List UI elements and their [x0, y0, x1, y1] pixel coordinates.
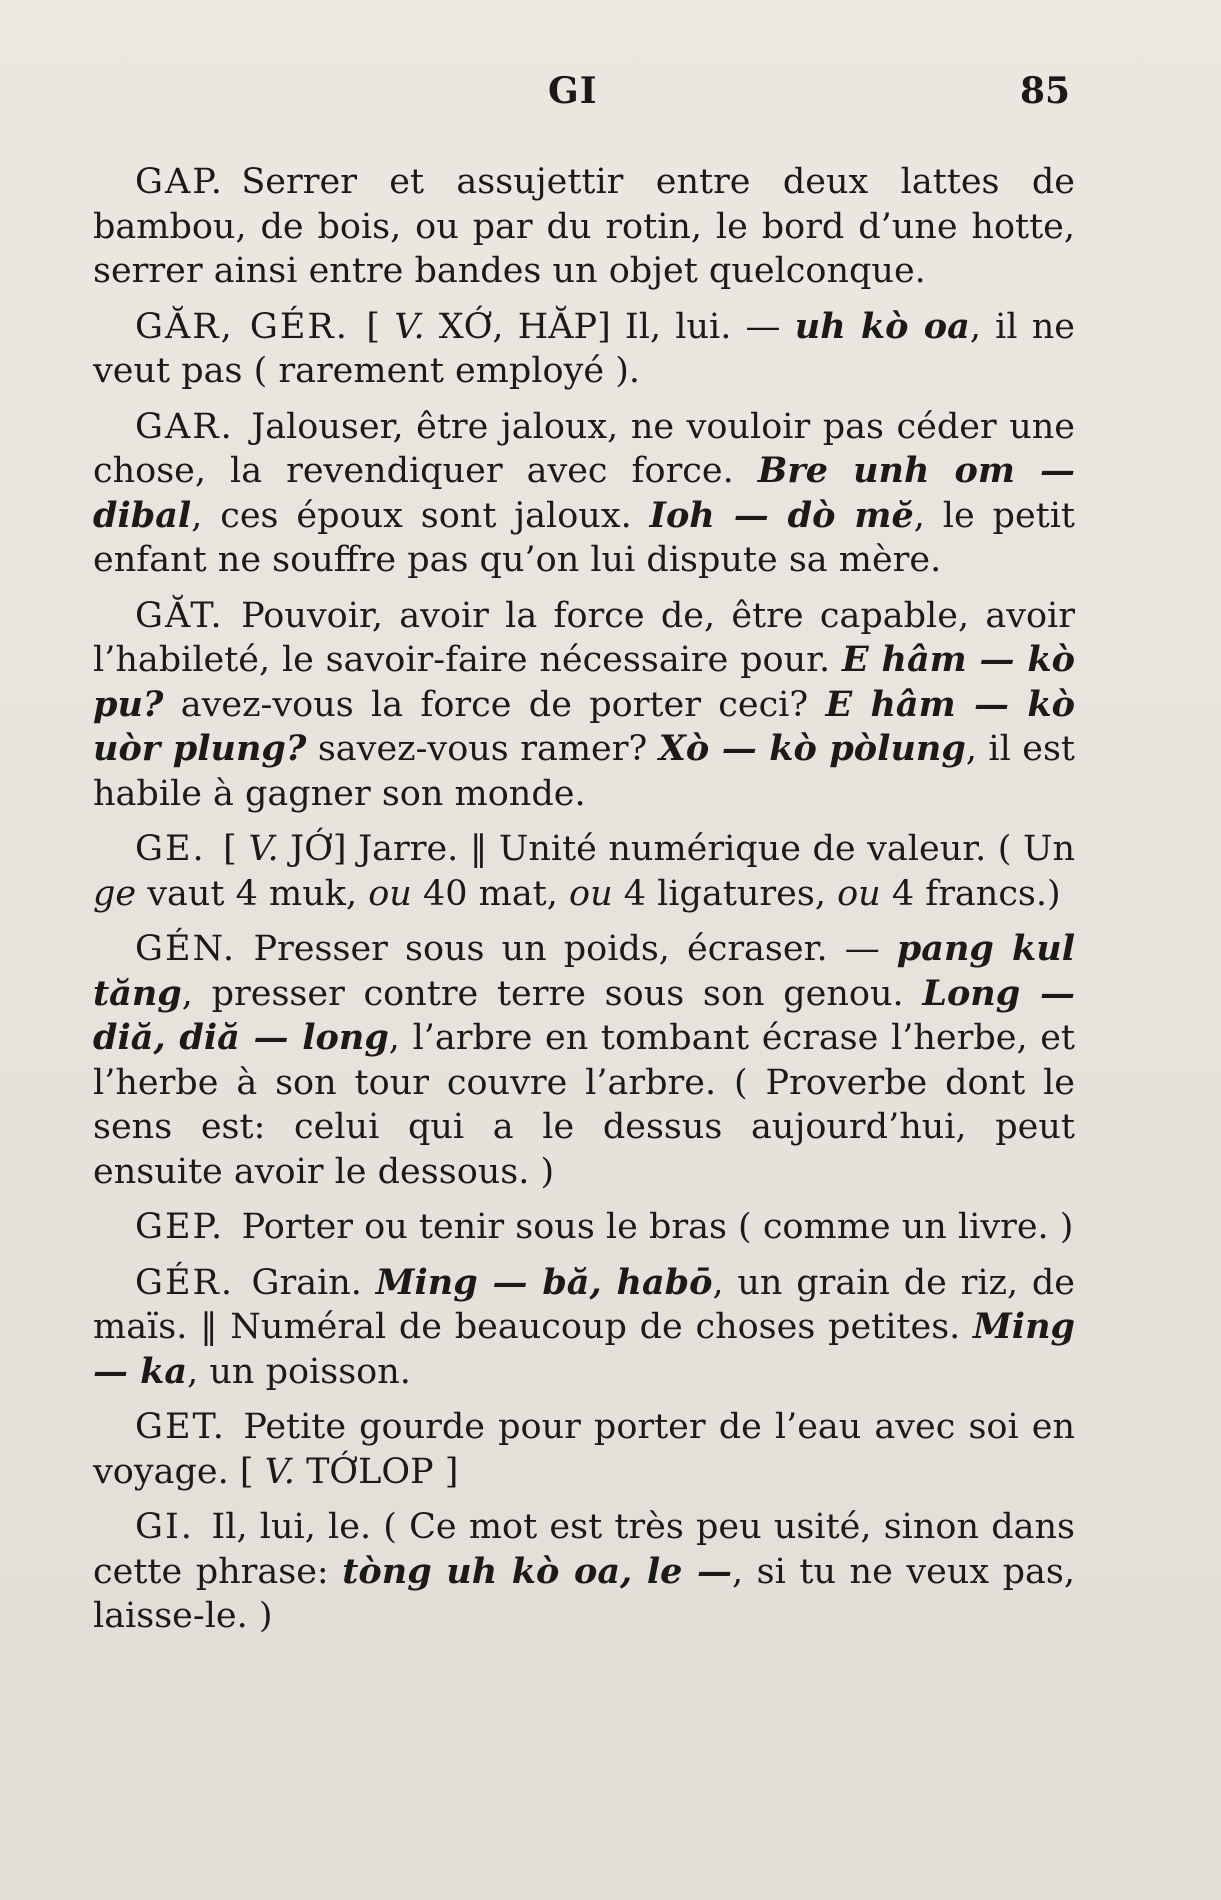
- example-phrase: E hâm — kò uòr plung?: [93, 683, 1075, 769]
- definition-text: [: [366, 306, 395, 347]
- definition-text: XỚ, HĂP] Il, lui. —: [424, 306, 795, 347]
- cross-reference-text: V.: [394, 306, 425, 347]
- dictionary-entry: [93, 160, 1075, 294]
- definition-text: savez-vous ramer?: [306, 729, 659, 769]
- definition-text: 40 mat,: [411, 873, 570, 914]
- dictionary-entry: [93, 405, 1075, 583]
- entry-headword: GET.: [135, 1407, 226, 1447]
- example-phrase: pang kul tăng: [93, 928, 1076, 1014]
- definition-text: , si tu ne veux pas, laisse-le. ): [93, 1551, 1075, 1636]
- running-head: [0, 70, 1221, 120]
- definition-text: TỚLOP ]: [294, 1451, 459, 1492]
- definition-text: , un grain de riz, de maïs. ‖ Numéral de beaucoup de choses petites.: [93, 1262, 1075, 1347]
- entry-headword: GEP.: [135, 1207, 225, 1247]
- example-phrase: Xò — kò pòlung: [658, 728, 966, 769]
- definition-text: avez-vous la force de porter ceci?: [163, 684, 826, 725]
- dictionary-entry: [93, 594, 1075, 817]
- example-phrase: Bre unh om — dibal: [93, 450, 1075, 536]
- definition-text: [: [223, 829, 249, 869]
- definition-text: , il est habile à gagner son monde.: [93, 729, 1075, 814]
- cross-reference-text: ou: [368, 873, 412, 914]
- entry-headword: GE.: [135, 829, 206, 869]
- entry-headword: GAP.: [135, 162, 224, 202]
- definition-text: Grain.: [251, 1262, 376, 1303]
- example-phrase: Long — diă, diă — long: [93, 972, 1075, 1058]
- definition-text: Porter ou tenir sous le bras ( comme un livre. ): [241, 1207, 1074, 1247]
- entry-headword: GÉN.: [135, 929, 237, 969]
- page-number: 85: [1020, 70, 1071, 112]
- cross-reference-text: ge: [93, 873, 137, 914]
- dictionary-entry: [93, 927, 1075, 1194]
- example-phrase: Ming — ka: [93, 1306, 1075, 1392]
- dictionary-entry: [93, 1205, 1075, 1250]
- dictionary-entry: [93, 1261, 1075, 1395]
- definition-text: Presser sous un poids, écraser. —: [253, 929, 897, 969]
- dictionary-entry: [93, 1505, 1075, 1639]
- cross-reference-text: V.: [248, 829, 279, 869]
- example-phrase: Ming — bă, habō: [375, 1261, 713, 1303]
- dictionary-entries: [93, 160, 1075, 1650]
- dictionary-entry: [93, 305, 1075, 394]
- entry-headword: GĂT.: [135, 595, 224, 636]
- entry-headword: GAR.: [135, 406, 234, 447]
- definition-text: , presser contre terre sous son genou.: [181, 973, 923, 1014]
- running-title: GI: [548, 70, 598, 112]
- definition-text: Il, lui, le. ( Ce mot est très peu usité, sinon dans cette phrase:: [93, 1507, 1075, 1592]
- definition-text: JỚ] Jarre. ‖ Unité numérique de valeur. ( Un: [278, 829, 1076, 869]
- definition-text: 4 ligatures,: [612, 873, 838, 914]
- cross-reference-text: V.: [264, 1451, 295, 1492]
- definition-text: , un poisson.: [187, 1351, 411, 1392]
- definition-text: vaut 4 muk,: [136, 873, 369, 914]
- example-phrase: uh kò oa: [794, 305, 970, 347]
- definition-text: 4 francs.): [880, 873, 1061, 914]
- definition-text: , il ne veut pas ( rarement employé ).: [93, 306, 1075, 391]
- definition-text: , l’arbre en tombant écrase l’herbe, et l’herbe à son tour couvre l’arbre. ( Proverbe dont le sens est: celui qui a le dessus aujourd’hui, peut ensuite avoir le dessous. ): [93, 1018, 1075, 1192]
- example-phrase: tòng uh kò oa, le —: [342, 1550, 732, 1592]
- entry-headword: GĂR, GÉR.: [135, 306, 349, 347]
- definition-text: Petite gourde pour porter de l’eau avec soi en voyage. [: [93, 1407, 1075, 1492]
- dictionary-entry: [93, 1405, 1075, 1494]
- cross-reference-text: ou: [837, 873, 881, 914]
- example-phrase: E hâm — kò pu?: [93, 639, 1075, 725]
- definition-text: Pouvoir, avoir la force de, être capable, avoir l’habileté, le savoir-faire nécessaire pour.: [93, 595, 1075, 680]
- entry-headword: GÉR.: [135, 1262, 234, 1303]
- cross-reference-text: ou: [569, 873, 613, 914]
- definition-text: Serrer et assujettir entre deux lattes de bambou, de bois, ou par du rotin, le bord d’une hotte, serrer ainsi entre bandes un objet quelconque.: [93, 162, 1075, 291]
- entry-headword: GI.: [135, 1507, 194, 1547]
- dictionary-entry: [93, 827, 1075, 916]
- definition-text: , le petit enfant ne souffre pas qu’on lui dispute sa mère.: [93, 495, 1075, 580]
- definition-text: Jalouser, être jaloux, ne vouloir pas céder une chose, la revendiquer avec force.: [93, 406, 1075, 491]
- example-phrase: Ioh — dò mĕ: [649, 494, 914, 536]
- definition-text: , ces époux sont jaloux.: [191, 495, 650, 536]
